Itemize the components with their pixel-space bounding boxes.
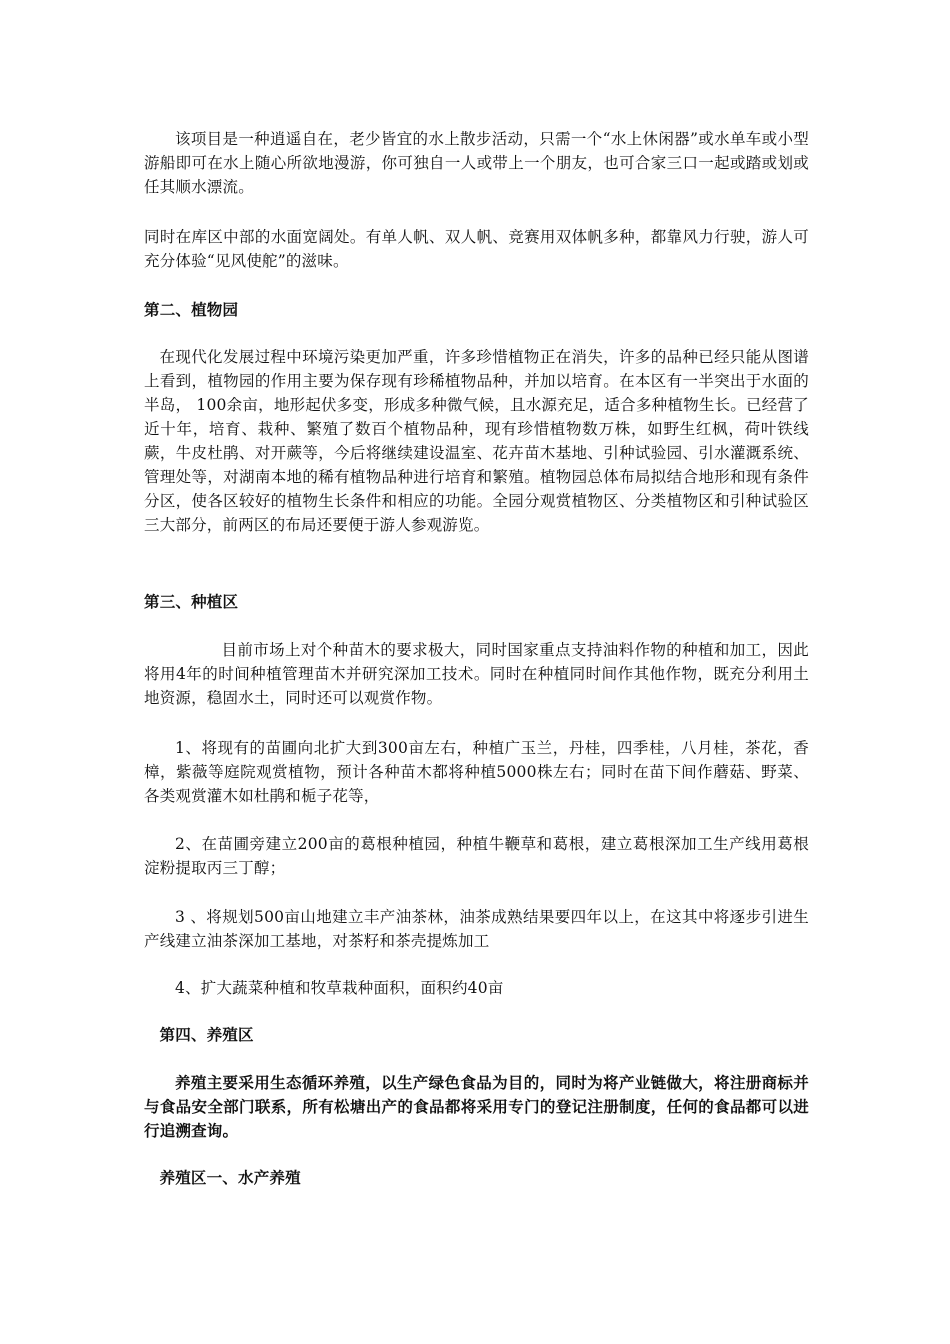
paragraph-botanical-garden: 在现代化发展过程中环境污染更加严重，许多珍惜植物正在消失，许多的品种已经只能从图谱上看到，植物园的作用主要为保存现有珍稀植物品种，并加以培育。在本区有一半突出于水面的半岛， 100余亩，地形起伏多变，形成多种微气候，且水源充足，适合多种植物生长。已经营了近十年，培育、栽种、繁殖了数百个植物品种，现有珍惜植物数万株，如野生红枫，荷叶铁线蕨，牛皮杜鹃、对开蕨等，今后将继续建设温室、花卉苗木基地、引种试验园、引水灌溉系统、管理处等，对湖南本地的稀有植物品种进行培育和繁殖。植物园总体布局拟结合地形和现有条件分区，使各区较好的植物生长条件和相应的功能。全园分观赏植物区、分类植物区和引种试验区三大部分，前两区的布局还要便于游人参观游览。 xyxy=(144,348,809,534)
list-item-nursery: 1、将现有的苗圃向北扩大到300亩左右，种植广玉兰，丹桂，四季桂，八月桂，茶花，香樟，紫薇等庭院观赏植物，预计各种苗木都将种植5000株左右；同时在苗下间作蘑菇、野菜、各类观赏灌木如杜鹃和栀子花等， xyxy=(144,739,809,805)
paragraph-water-walking: 该项目是一种逍遥自在，老少皆宜的水上散步活动，只需一个“水上休闲器”或水单车或小型游船即可在水上随心所欲地漫游，你可独自一人或带上一个朋友，也可合家三口一起或踏或划或任其顺水漂流。 xyxy=(144,130,809,196)
list-item-kudzu: 2、在苗圃旁建立200亩的葛根种植园，种植牛鞭草和葛根，建立葛根深加工生产线用葛根淀粉提取丙三丁醇； xyxy=(144,835,809,877)
heading-botanical-garden: 第二、植物园 xyxy=(144,300,239,319)
paragraph-sailing: 同时在库区中部的水面宽阔处。有单人帆、双人帆、竞赛用双体帆多种，都靠风力行驶，游人可充分体验“见风使舵”的滋味。 xyxy=(144,228,809,270)
heading-planting-area: 第三、种植区 xyxy=(144,592,239,611)
paragraph-planting-area: 目前市场上对个种苗木的要求极大，同时国家重点支持油料作物的种植和加工，因此将用4年的时间种植管理苗木并研究深加工技术。同时在种植同时间作其他作物，既充分利用土地资源，稳固水土，同时还可以观赏作物。 xyxy=(144,641,809,707)
list-item-vegetables: 4、扩大蔬菜种植和牧草栽种面积，面积约40亩 xyxy=(175,979,504,997)
list-item-oil-tea: 3 、将规划500亩山地建立丰产油茶林，油茶成熟结果要四年以上，在这其中将逐步引进生产线建立油茶深加工基地，对茶籽和茶壳提炼加工 xyxy=(144,908,809,950)
heading-breeding-area: 第四、养殖区 xyxy=(159,1025,254,1044)
paragraph-breeding-area: 养殖主要采用生态循环养殖，以生产绿色食品为目的，同时为将产业链做大，将注册商标并与食品安全部门联系，所有松塘出产的食品都将采用专门的登记注册制度，任何的食品都可以进行追溯查询。 xyxy=(144,1073,809,1140)
heading-aquaculture: 养殖区一、水产养殖 xyxy=(159,1168,301,1187)
